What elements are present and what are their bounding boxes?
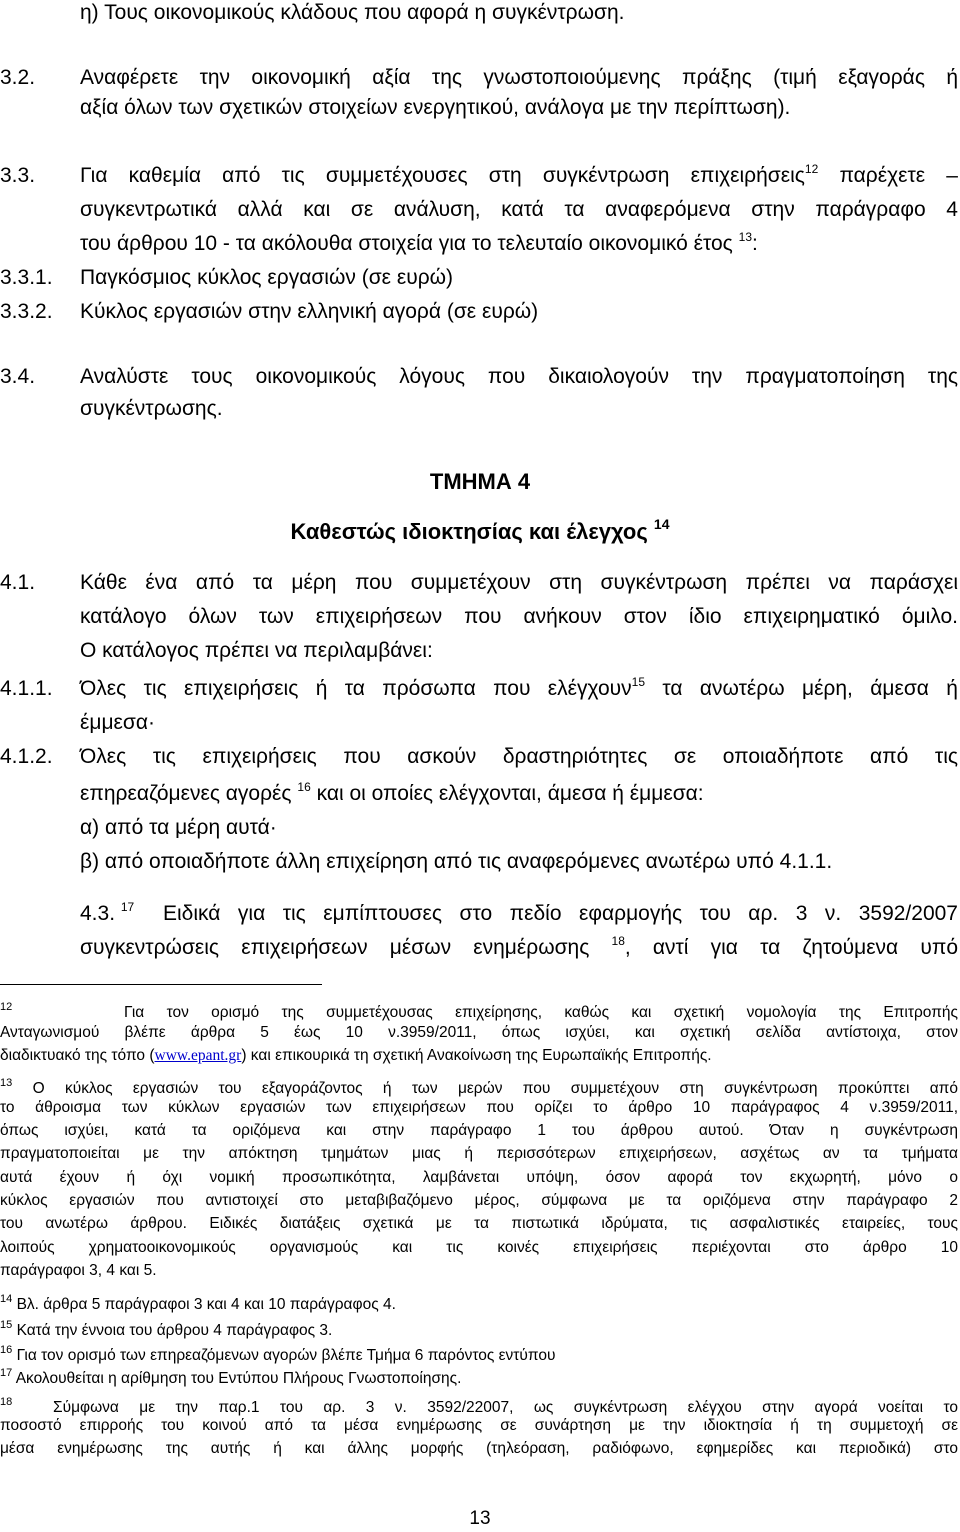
epant-link[interactable]: www.epant.gr bbox=[154, 1047, 242, 1064]
footnote-12-line-3: διαδικτυακό της τόπο (www.epant.gr) και επικουρικά τη σχετική Ανακοίνωση της Ευρωπαϊκής Επιτροπής. bbox=[0, 1047, 712, 1064]
footnote-13-line-5: αυτά έχουν ή όχι νομική προσωπικότητα, λαμβάνεται υπόψη, όσον αφορά τον εκχωρητή, μόνο ο bbox=[0, 1169, 958, 1186]
paragraph-4-3-line-1: Ειδικά για τις εμπίπτουσες στο πεδίο εφαρμογής του αρ. 3 ν. 3592/2007 bbox=[163, 902, 958, 925]
footnote-ref-16[interactable]: 16 bbox=[297, 780, 311, 794]
section-number-3-3-1: 3.3.1. bbox=[0, 266, 53, 289]
footnote-13-line-3: όπως ισχύει, κατά τα οριζόμενα και στην παράγραφο 1 του άρθρου αυτού. Όταν η συγκέντρωση bbox=[0, 1122, 958, 1139]
paragraph-4-1-line-1: Κάθε ένα από τα μέρη που συμμετέχουν στη συγκέντρωση πρέπει να παράσχει bbox=[80, 571, 958, 594]
footnote-16: $^{16}$ Για τον ορισμό των επηρεαζόμενων αγορών βλέπε Τμήμα 6 παρόντος εντύπου bbox=[0, 1344, 556, 1364]
section-number-3-3-2: 3.3.2. bbox=[0, 300, 53, 323]
paragraph-4-1-2-line-1: Όλες τις επιχειρήσεις που ασκούν δραστηριότητες σε οποιαδήποτε από τις bbox=[80, 745, 958, 768]
section-number-3-2: 3.2. bbox=[0, 66, 36, 89]
footnote-13-line-8: λοιπούς χρηματοοικονομικούς οργανισμούς και τις κοινές επιχειρήσεις περιέχονται στο άρθρο 10 bbox=[0, 1239, 958, 1256]
paragraph-3-2-line-2: αξία όλων των σχετικών στοιχείων ενεργητικού, ανάλογα με την περίπτωση). bbox=[80, 96, 791, 119]
paragraph-3-3-line-3: του άρθρου 10 - τα ακόλουθα στοιχεία για το τελευταίο οικονομικό έτος $^{13}$: bbox=[80, 230, 758, 255]
list-item-h: η) Τους οικονομικούς κλάδους που αφορά η συγκέντρωση. bbox=[80, 1, 625, 24]
paragraph-3-4-line-2: συγκέντρωσης. bbox=[80, 397, 223, 420]
paragraph-4-1-2-item-a: α) από τα μέρη αυτά· bbox=[80, 816, 277, 839]
footnote-18-line-2: ποσοστό επιρροής του κοινού από τα μέσα ενημέρωσης σε συνάρτηση με την ιδιοκτησία ή τη συμμετοχή σε bbox=[0, 1417, 958, 1434]
paragraph-4-1-2-line-2: επηρεαζόμενες αγορές $^{16}$ και οι οποίες ελέγχονται, άμεσα ή έμμεσα: bbox=[80, 780, 704, 805]
section-number-4-1-1: 4.1.1. bbox=[0, 677, 53, 700]
item-3-3-2: Κύκλος εργασιών στην ελληνική αγορά (σε ευρώ) bbox=[80, 300, 539, 323]
footnote-ref-18[interactable]: 18 bbox=[611, 934, 625, 948]
section-subtitle: Καθεστώς ιδιοκτησίας και έλεγχος $^{14}$ bbox=[290, 516, 670, 544]
footnote-14: $^{14}$ Βλ. άρθρα 5 παράγραφοι 3 και 4 και 10 παράγραφος 4. bbox=[0, 1293, 396, 1313]
footnote-ref-15[interactable]: 15 bbox=[631, 675, 646, 689]
paragraph-4-1-1-line-1: Όλες τις επιχειρήσεις ή τα πρόσωπα που ελέγχουν$^{15}$ τα ανωτέρω μέρη, άμεσα ή bbox=[80, 675, 958, 700]
section-number-4-3: 4.3. $^{17}$ bbox=[80, 900, 135, 925]
footnote-13-line-2: το άθροισμα των κύκλων εργασιών των επιχειρήσεων που ορίζει το άρθρο 10 παράγραφος 4 ν.3959/2011, bbox=[0, 1099, 958, 1116]
paragraph-3-4-line-1: Αναλύστε τους οικονομικούς λόγους που δικαιολογούν την πραγματοποίηση της bbox=[80, 365, 958, 388]
footnote-12-line-1: $^{12}$ Για τον ορισμό της συμμετέχουσας επιχείρησης, καθώς και σχετική νομολογία της Επιτροπής bbox=[0, 1001, 958, 1021]
footnote-13-line-7: του ανωτέρω άρθρου. Ειδικές διατάξεις σχετικά με τα πιστωτικά ιδρύματα, τις ασφαλιστικές εταιρείες, τους bbox=[0, 1215, 958, 1232]
footnote-13-line-6: κύκλος εργασιών που αντιστοιχεί στο μεταβιβαζόμενο μέρος, σύμφωνα με τα οριζόμενα στην παράγραφο 2 bbox=[0, 1192, 958, 1209]
section-number-3-4: 3.4. bbox=[0, 365, 36, 388]
paragraph-4-1-1-line-2: έμμεσα· bbox=[80, 711, 156, 734]
page-number: 13 bbox=[469, 1508, 491, 1529]
footnote-17: $^{17}$ Ακολουθείται η αρίθμηση του Εντύπου Πλήρους Γνωστοποίησης. bbox=[0, 1367, 462, 1387]
paragraph-3-3-line-1: Για καθεμία από τις συμμετέχουσες στη συγκέντρωση επιχειρήσεις$^{12}$ παρέχετε – bbox=[80, 162, 958, 187]
footnote-ref-17[interactable]: 17 bbox=[120, 900, 135, 914]
item-3-3-1: Παγκόσμιος κύκλος εργασιών (σε ευρώ) bbox=[80, 266, 454, 289]
footnote-13-line-1: $^{13}$ Ο κύκλος εργασιών του εξαγοράζοντος ή των μερών που συμμετέχουν στη συγκέντρωση προκύπτει από bbox=[0, 1077, 958, 1097]
footnote-18-line-3: μέσα ενημέρωσης της αυτής ή και άλλης μορφής (τηλεόραση, ραδιόφωνο, εφημερίδες και περιοδικά) στο bbox=[0, 1440, 958, 1457]
footnote-ref-13[interactable]: 13 bbox=[738, 230, 752, 244]
paragraph-3-2-line-1: Αναφέρετε την οικονομική αξία της γνωστοποιούμενης πράξης (τιμή εξαγοράς ή bbox=[80, 66, 958, 89]
footnote-13-line-4: πραγματοποιείται με την απόκτηση τμημάτων μιας ή περισσότερων επιχειρήσεων, ασχέτως αν τα τμήματα bbox=[0, 1145, 958, 1162]
section-title: ΤΜΗΜΑ 4 bbox=[429, 469, 531, 494]
footnote-13-line-9: παράγραφοι 3, 4 και 5. bbox=[0, 1262, 157, 1279]
paragraph-4-1-2-item-b: β) από οποιαδήποτε άλλη επιχείρηση από τις αναφερόμενες ανωτέρω υπό 4.1.1. bbox=[80, 850, 833, 873]
footnote-15: $^{15}$ Κατά την έννοια του άρθρου 4 παράγραφος 3. bbox=[0, 1319, 333, 1339]
footnote-ref-14[interactable]: 14 bbox=[653, 516, 670, 532]
paragraph-4-1-line-2: κατάλογο όλων των επιχειρήσεων που ανήκουν στον ίδιο επιχειρηματικό όμιλο. bbox=[80, 605, 958, 628]
section-number-4-1: 4.1. bbox=[0, 571, 36, 594]
section-number-4-1-2: 4.1.2. bbox=[0, 745, 53, 768]
footnote-18-line-1: $^{18}$ Σύμφωνα με την παρ.1 του αρ. 3 ν. 3592/22007, ως συγκέντρωση ελέγχου στην αγορά νοείται το bbox=[0, 1396, 958, 1416]
paragraph-4-1-line-3: Ο κατάλογος πρέπει να περιλαμβάνει: bbox=[80, 639, 433, 662]
paragraph-4-3-line-2: συγκεντρώσεις επιχειρήσεων μέσων ενημέρωσης $^{18}$, αντί για τα ζητούμενα υπό bbox=[80, 934, 959, 959]
footnote-ref-12[interactable]: 12 bbox=[804, 162, 819, 176]
footnote-12-line-2: Ανταγωνισμού βλέπε άρθρα 5 έως 10 ν.3959/2011, όπως ισχύει, και σχετική σελίδα αντίστοιχα, στον bbox=[0, 1024, 958, 1041]
footnote-separator bbox=[0, 984, 322, 985]
paragraph-3-3-line-2: συγκεντρωτικά αλλά και σε ανάλυση, κατά τα αναφερόμενα στην παράγραφο 4 bbox=[80, 198, 958, 221]
section-number-3-3: 3.3. bbox=[0, 164, 36, 187]
